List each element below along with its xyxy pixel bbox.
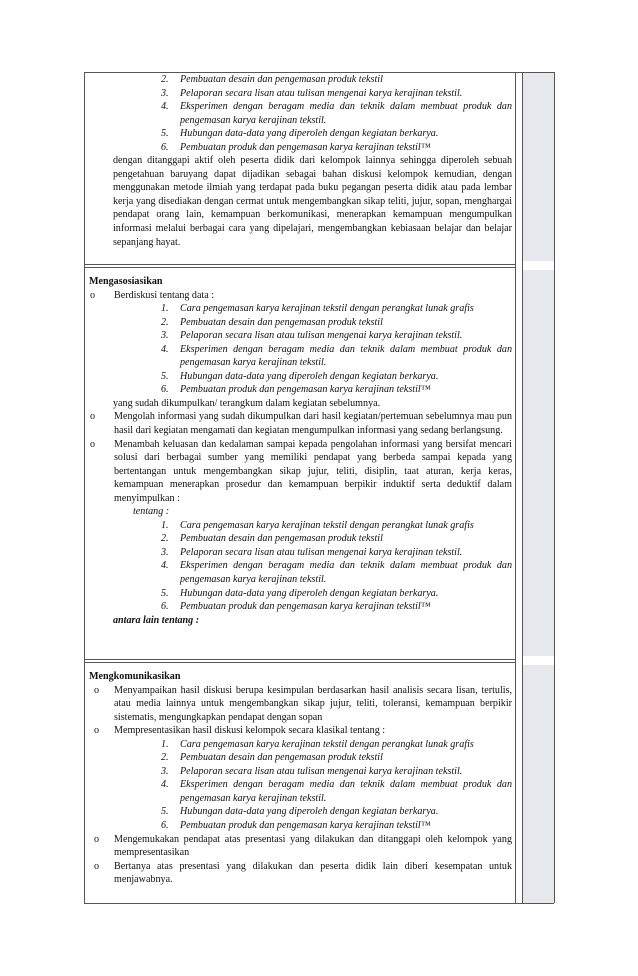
- list-item: 2. Pembuatan desain dan pengemasan produk tekstil: [161, 752, 383, 764]
- mengkomunikasikan-section: [89, 670, 512, 887]
- body-paragraph: dengan ditanggapi aktif oleh peserta didik dari kelompok lainnya sehingga diperoleh sebuah pengetahuan baruyang dapat dijadikan sebagai bahan diskusi kelompok kemudian, dengan menggunakan metode ilmiah yang terdapat pada buku pegangan peserta didik atau pada lembar kerja yang disediakan dengan cermat untuk mengembangkan sikap teliti, jujur, sopan, menghargai pendapat orang lain, kemampuan berkomunikasi, menerapkan kemampuan mengumpulkan informasi melalui berbagai cara yang dipelajari, mengembangkan kebiasaan belajar dan belajar sepanjang hayat.: [113, 155, 512, 248]
- side-column-cell: [522, 73, 554, 261]
- bullet-item: o Mempresentasikan hasil diskusi kelompok secara klasikal tentang :: [94, 725, 386, 737]
- list-item: 2. Pembuatan desain dan pengemasan produk tekstil: [161, 74, 383, 85]
- list-item: 6. Pembuatan produk dan pengemasan karya kerajinan tekstil™: [161, 820, 431, 832]
- section-heading: Mengasosiasikan: [89, 276, 163, 287]
- list-item: 5. Hubungan data-data yang diperoleh dengan kegiatan berkarya.: [161, 128, 439, 140]
- list-item: 5. Hubungan data-data yang diperoleh dengan kegiatan berkarya.: [161, 587, 439, 599]
- list-item: 2. Pembuatan desain dan pengemasan produk tekstil: [161, 533, 383, 545]
- bullet-item: o Mengemukakan pendapat atas presentasi yang dilakukan dan ditanggapi oleh kelompok yang mempresentasikan: [94, 833, 512, 859]
- list-item: 3. Pelaporan secara lisan atau tulisan mengenai karya kerajinan tekstil.: [161, 546, 463, 558]
- bullet-item: o Mengolah informasi yang sudah dikumpulkan dari hasil kegiatan/pertemuan sebelumnya mau pun hasil dari kegiatan mengamati dan kegiatan mengumpulkan informasi yang sedang berlangsung.: [90, 411, 512, 437]
- row-divider: [84, 264, 515, 265]
- section-heading: Mengkomunikasikan: [89, 671, 181, 682]
- row-divider: [84, 659, 515, 660]
- list-item: 4. Eksperimen dengan beragam media dan teknik dalam membuat produk dan pengemasan karya kerajinan tekstil.: [161, 343, 512, 369]
- side-column-cell: [522, 270, 554, 656]
- continued-section: [89, 73, 512, 249]
- list-item: 1. Cara pengemasan karya kerajinan tekstil dengan perangkat lunak grafis: [161, 738, 474, 750]
- list-item: 6. Pembuatan produk dan pengemasan karya kerajinan tekstil™: [161, 601, 431, 613]
- list-item: 4. Eksperimen dengan beragam media dan teknik dalam membuat produk dan pengemasan karya kerajinan tekstil.: [161, 560, 512, 586]
- list-item: 3. Pelaporan secara lisan atau tulisan mengenai karya kerajinan tekstil.: [161, 330, 463, 342]
- list-item: 5. Hubungan data-data yang diperoleh dengan kegiatan berkarya.: [161, 806, 439, 818]
- bullet-item: o Menambah keluasan dan kedalaman sampai kepada pengolahan informasi yang bersifat mencari solusi dari berbagai sumber yang memiliki pendapat yang berbeda sampai kepada yang bertentangan untuk mengembangkan sikap jujur, teliti, disiplin, taat aturan, kerja keras, kemampuan menerapkan prosedur dan kemampuan berpikir induktif serta deduktif dalam menyimpulkan :: [90, 438, 512, 504]
- list-item: 1. Cara pengemasan karya kerajinan tekstil dengan perangkat lunak grafis: [161, 303, 474, 315]
- table-border-left: [84, 72, 85, 903]
- table-border-inner: [522, 72, 523, 903]
- list-item: 6. Pembuatan produk dan pengemasan karya kerajinan tekstil™: [161, 384, 431, 396]
- row-divider: [84, 662, 515, 663]
- body-line: antara lain tentang :: [113, 614, 200, 626]
- list-item: 4. Eksperimen dengan beragam media dan teknik dalam membuat produk dan pengemasan karya kerajinan tekstil.: [161, 101, 512, 126]
- mengasosiasikan-section: [89, 275, 512, 627]
- row-divider: [84, 267, 515, 268]
- body-line: yang sudah dikumpulkan/ terangkum dalam kegiatan sebelumnya.: [113, 397, 381, 409]
- list-item: 5. Hubungan data-data yang diperoleh dengan kegiatan berkarya.: [161, 370, 439, 382]
- list-item: 1. Cara pengemasan karya kerajinan tekstil dengan perangkat lunak grafis: [161, 519, 474, 531]
- list-item: 3. Pelaporan secara lisan atau tulisan mengenai karya kerajinan tekstil.: [161, 87, 463, 99]
- list-item: 2. Pembuatan desain dan pengemasan produk tekstil: [161, 316, 383, 328]
- list-item: 6. Pembuatan produk dan pengemasan karya kerajinan tekstil™: [161, 141, 431, 153]
- list-item: 3. Pelaporan secara lisan atau tulisan mengenai karya kerajinan tekstil.: [161, 765, 463, 777]
- table-border-bottom: [84, 903, 554, 904]
- bullet-item: o Berdiskusi tentang data :: [90, 289, 215, 301]
- list-item: 4. Eksperimen dengan beragam media dan teknik dalam membuat produk dan pengemasan karya kerajinan tekstil.: [161, 779, 512, 804]
- bullet-item: o Menyampaikan hasil diskusi berupa kesimpulan berdasarkan hasil analisis secara lisan, tertulis, atau media lainnya untuk mengembangkan sikap jujur, teliti, toleransi, kemampuan berpikir sistematis, mengungkapkan pendapat dengan sopan: [94, 684, 512, 723]
- table-border-right: [554, 72, 555, 903]
- bullet-item: o Bertanya atas presentasi yang dilakukan dan peserta didik lain diberi kesempatan untuk menjawabnya.: [94, 860, 512, 886]
- table-border-middle: [515, 72, 516, 903]
- body-line: tentang :: [133, 506, 170, 518]
- side-column-cell: [522, 665, 554, 903]
